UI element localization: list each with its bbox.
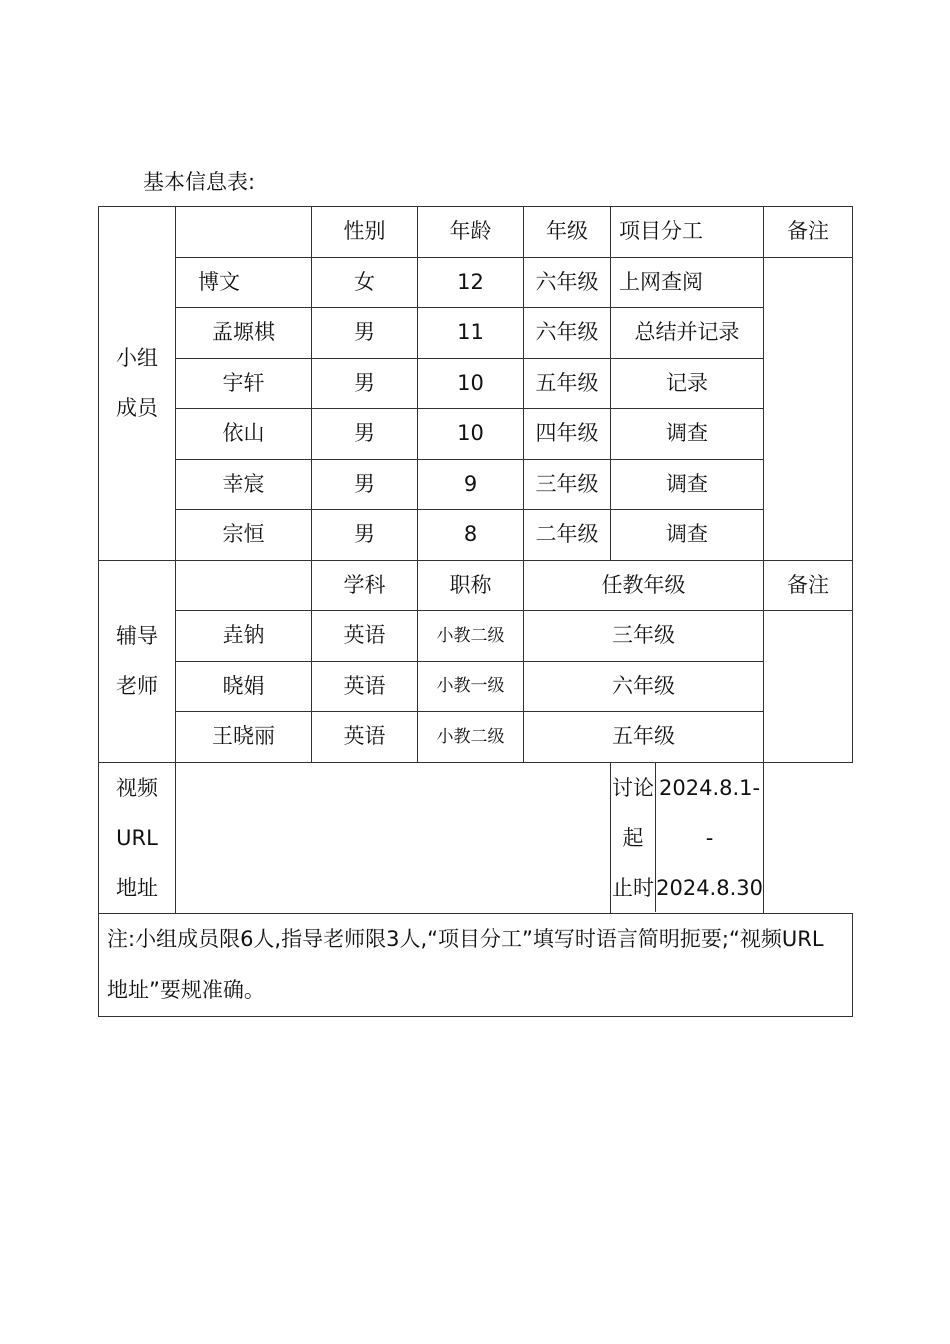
member-gender: 男 <box>312 510 418 561</box>
header-gender: 性别 <box>312 207 418 258</box>
header-teaching-grade: 任教年级 <box>524 560 764 611</box>
teacher-title: 小教二级 <box>418 611 524 662</box>
member-age: 11 <box>418 308 524 359</box>
member-gender: 男 <box>312 409 418 460</box>
teacher-title: 小教一级 <box>418 661 524 712</box>
member-name: 博文 <box>176 257 312 308</box>
member-name: 依山 <box>176 409 312 460</box>
member-gender: 男 <box>312 308 418 359</box>
note-text: 注:小组成员限6人,指导老师限3人,“项目分工”填写时语言简明扼要;“视频URL地址”要规准确。 <box>99 913 853 1016</box>
member-task: 调查 <box>611 409 764 460</box>
member-task: 调查 <box>611 459 764 510</box>
member-row <box>99 257 853 308</box>
discussion-start: 2024.8.1-- <box>659 775 761 850</box>
member-age: 8 <box>418 510 524 561</box>
discussion-time-cell <box>611 762 764 913</box>
video-url-value[interactable] <box>176 762 611 913</box>
teacher-title: 小教二级 <box>418 712 524 763</box>
header-age: 年龄 <box>418 207 524 258</box>
member-age: 10 <box>418 409 524 460</box>
member-row <box>99 409 853 460</box>
members-group-label: 小组 成员 <box>99 207 176 561</box>
teacher-row <box>99 712 853 763</box>
member-gender: 男 <box>312 459 418 510</box>
member-grade: 五年级 <box>524 358 611 409</box>
member-grade: 四年级 <box>524 409 611 460</box>
video-row <box>99 762 853 913</box>
member-grade: 二年级 <box>524 510 611 561</box>
teacher-subject: 英语 <box>312 661 418 712</box>
teacher-name: 王晓丽 <box>176 712 312 763</box>
member-grade: 六年级 <box>524 257 611 308</box>
teacher-grade: 六年级 <box>524 661 764 712</box>
info-table <box>98 206 853 1017</box>
member-gender: 男 <box>312 358 418 409</box>
member-age: 12 <box>418 257 524 308</box>
members-remark-cell <box>764 257 853 560</box>
member-name: 孟塬棋 <box>176 308 312 359</box>
header-remark: 备注 <box>764 207 853 258</box>
member-task: 调查 <box>611 510 764 561</box>
member-name: 宇轩 <box>176 358 312 409</box>
member-name: 幸宸 <box>176 459 312 510</box>
teachers-header-row <box>99 560 853 611</box>
member-row <box>99 308 853 359</box>
member-grade: 三年级 <box>524 459 611 510</box>
teacher-grade: 三年级 <box>524 611 764 662</box>
member-grade: 六年级 <box>524 308 611 359</box>
video-url-label: 视频 URL 地址 <box>99 762 176 913</box>
header-teacher-remark: 备注 <box>764 560 853 611</box>
member-gender: 女 <box>312 257 418 308</box>
header-subject: 学科 <box>312 560 418 611</box>
member-task: 记录 <box>611 358 764 409</box>
discussion-end: 2024.8.30 <box>656 875 763 900</box>
teacher-row <box>99 661 853 712</box>
page-heading: 基本信息表: <box>143 170 256 194</box>
teachers-group-label: 辅导 老师 <box>99 560 176 762</box>
teachers-remark-cell <box>764 611 853 763</box>
member-task: 总结并记录 <box>611 308 764 359</box>
note-row <box>99 913 853 1016</box>
member-task: 上网查阅 <box>611 257 764 308</box>
discussion-time-value <box>656 763 763 912</box>
teacher-grade: 五年级 <box>524 712 764 763</box>
header-grade: 年级 <box>524 207 611 258</box>
members-header-row <box>99 207 853 258</box>
member-name: 宗恒 <box>176 510 312 561</box>
member-age: 10 <box>418 358 524 409</box>
member-row <box>99 358 853 409</box>
members-name-header <box>176 207 312 258</box>
header-task: 项目分工 <box>611 207 764 258</box>
teacher-name: 垚钠 <box>176 611 312 662</box>
teachers-name-header <box>176 560 312 611</box>
member-row <box>99 459 853 510</box>
teacher-name: 晓娟 <box>176 661 312 712</box>
header-title: 职称 <box>418 560 524 611</box>
member-age: 9 <box>418 459 524 510</box>
teacher-subject: 英语 <box>312 712 418 763</box>
discussion-time-label-box: 讨论起 止时 <box>611 763 656 912</box>
member-row <box>99 510 853 561</box>
teacher-row <box>99 611 853 662</box>
teacher-subject: 英语 <box>312 611 418 662</box>
